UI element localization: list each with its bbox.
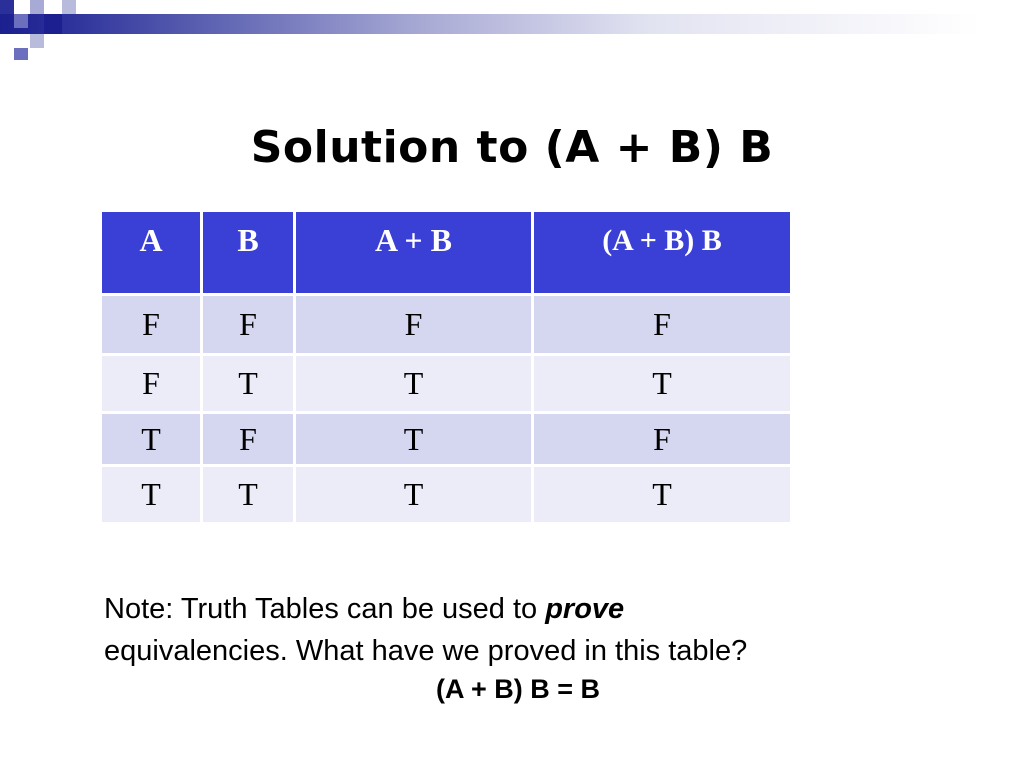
decor-square [30, 0, 44, 14]
decor-square [30, 34, 44, 48]
table-row [102, 296, 790, 356]
column-header-a: A [102, 212, 203, 296]
table-cell: T [296, 356, 534, 414]
column-header-b: B [203, 212, 296, 296]
note-text [104, 588, 964, 672]
decor-square [14, 48, 28, 60]
note-emphasis: prove [545, 593, 625, 625]
table-cell: T [296, 414, 534, 467]
table-header-row [102, 212, 790, 296]
truth-table [102, 212, 790, 522]
table-cell: F [102, 296, 203, 356]
column-header-a-plus-b: A + B [296, 212, 534, 296]
note-prefix: Note: Truth Tables can be used to [104, 593, 546, 625]
decor-square [0, 0, 14, 14]
table-cell: T [102, 414, 203, 467]
table-row [102, 414, 790, 467]
table-cell: F [203, 296, 296, 356]
slide-title: Solution to (A + B) B [250, 122, 774, 173]
table-row [102, 467, 790, 522]
equivalence-answer: (A + B) B = B [435, 674, 601, 704]
table-cell: F [296, 296, 534, 356]
decor-square [62, 0, 76, 14]
table-cell: T [203, 356, 296, 414]
decor-square [44, 14, 62, 34]
table-cell: F [534, 296, 790, 356]
table-cell: F [534, 414, 790, 467]
table-cell: T [534, 356, 790, 414]
header-gradient-band [0, 14, 1024, 34]
table-row [102, 356, 790, 414]
table-cell: T [203, 467, 296, 522]
table-cell: F [102, 356, 203, 414]
note-line-2: equivalencies. What have we proved in this table? [104, 635, 748, 667]
table-cell: T [534, 467, 790, 522]
table-cell: T [102, 467, 203, 522]
decor-square [14, 14, 28, 28]
table-cell: T [296, 467, 534, 522]
table-cell: F [203, 414, 296, 467]
column-header-a-plus-b-times-b: (A + B) B [534, 212, 790, 296]
